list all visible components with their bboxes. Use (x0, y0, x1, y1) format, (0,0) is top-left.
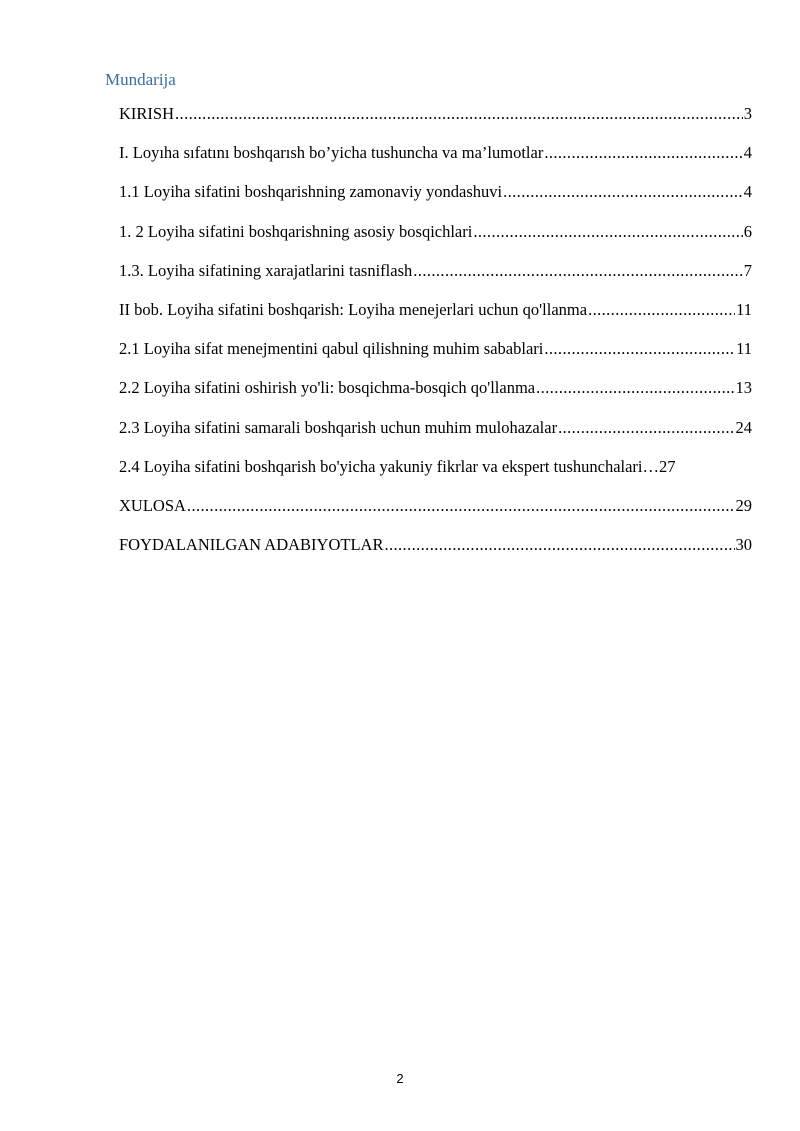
toc-entry-title: 2.4 Loyiha sifatini boshqarish bo'yicha yakuniy fikrlar va ekspert tushunchalari (119, 456, 643, 476)
toc-entry-references[interactable] (119, 531, 752, 570)
dot-leader (643, 453, 660, 481)
toc-entry-title: XULOSA (119, 495, 186, 515)
toc-entry-page: 7 (743, 260, 752, 280)
toc-entry-chapter-2[interactable] (119, 296, 752, 335)
dot-leader (187, 492, 735, 520)
toc-entry-xulosa[interactable] (119, 492, 752, 531)
toc-entry-page: 29 (735, 495, 752, 515)
toc-entry-title: 1. 2 Loyiha sifatini boshqarishning asosiy bosqichlari (119, 221, 473, 241)
dot-leader (503, 178, 743, 206)
page-number: 2 (396, 1071, 404, 1086)
toc-entry-chapter-1[interactable] (119, 139, 752, 178)
toc-entry-page: 6 (743, 221, 752, 241)
dot-leader (473, 218, 742, 246)
toc-entry-1-1[interactable] (119, 178, 752, 217)
dot-leader (558, 414, 734, 442)
dot-leader (544, 335, 735, 363)
dot-leader (413, 257, 742, 285)
toc-entry-1-3[interactable] (119, 257, 752, 296)
toc-entry-1-2[interactable] (119, 218, 752, 257)
dot-leader (175, 100, 743, 128)
toc-entry-title: KIRISH (119, 104, 175, 123)
dot-leader (384, 531, 734, 559)
toc-entry-title: 2.1 Loyiha sifat menejmentini qabul qilishning muhim sabablari (119, 339, 544, 359)
toc-entry-page: 11 (736, 339, 752, 359)
toc-entry-2-2[interactable] (119, 374, 752, 413)
toc-entry-2-3[interactable] (119, 414, 752, 453)
toc-entry-page: 11 (736, 299, 752, 319)
toc-entry-title: 2.2 Loyiha sifatini oshirish yo'li: bosqichma-bosqich qo'llanma (119, 378, 536, 398)
toc-entry-page: 3 (743, 104, 752, 123)
toc-entry-title: FOYDALANILGAN ADABIYOTLAR (119, 535, 384, 555)
dot-leader (536, 374, 734, 402)
toc-entry-kirish[interactable] (119, 100, 752, 139)
toc-entry-title: 2.3 Loyiha sifatini samarali boshqarish uchun muhim mulohazalar (119, 417, 558, 437)
toc-entry-page: 27 (659, 456, 676, 476)
toc-heading: Mundarija (105, 70, 176, 89)
toc-entry-page: 4 (743, 143, 752, 163)
table-of-contents (119, 100, 752, 570)
dot-leader (544, 139, 742, 167)
toc-entry-page: 24 (735, 417, 752, 437)
toc-entry-title: 1.1 Loyiha sifatini boshqarishning zamonaviy yondashuvi (119, 182, 503, 202)
toc-entry-page: 13 (735, 378, 752, 398)
toc-entry-page: 30 (735, 535, 752, 555)
toc-entry-page: 4 (743, 182, 752, 202)
toc-entry-title: II bob. Loyiha sifatini boshqarish: Loyiha menejerlari uchun qo'llanma (119, 299, 588, 319)
toc-entry-2-4[interactable] (119, 453, 752, 492)
toc-entry-2-1[interactable] (119, 335, 752, 374)
toc-entry-title: 1.3. Loyiha sifatining xarajatlarini tasniflash (119, 260, 413, 280)
toc-entry-title: I. Loyıha sıfatını boshqarısh bo’yicha tushuncha va ma’lumotlar (119, 143, 544, 163)
dot-leader (588, 296, 735, 324)
